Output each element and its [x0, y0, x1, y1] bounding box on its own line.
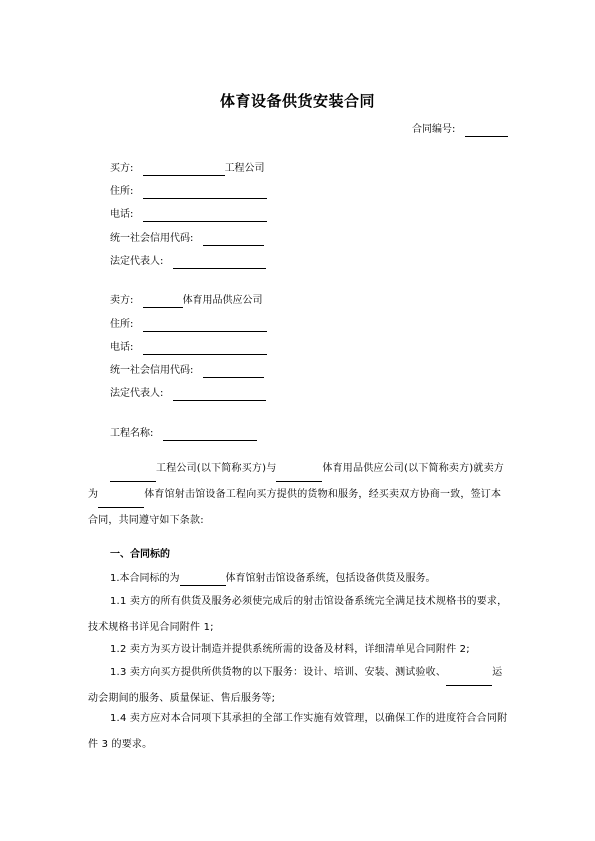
- buyer-credit-code-row: [110, 232, 264, 246]
- project-name-label: 工程名称:: [110, 428, 154, 439]
- intro-part1: 工程公司(以下简称买方)与: [156, 463, 277, 474]
- project-name-row: [110, 427, 257, 441]
- seller-address-label: 住所:: [110, 319, 134, 330]
- section1-item1-2: 1.2 卖方为买方设计制造并提供系统所需的设备及材料，详细清单见合同附件 2;: [110, 644, 470, 655]
- document-title: 体育设备供货安装合同: [219, 92, 375, 110]
- seller-phone-label: 电话:: [110, 342, 134, 353]
- buyer-phone-label: 电话:: [110, 209, 134, 220]
- buyer-label: 买方:: [110, 163, 134, 174]
- section1-item1-3: [88, 660, 508, 712]
- buyer-phone-row: [110, 208, 267, 222]
- section1-item1-1: 1.1 卖方的所有供货及服务必须使完成后的射击馆设备系统完全满足技术规格书的要求，技术规格书详见合同附件 1;: [88, 596, 508, 633]
- section1-item1-3-b: 运动会期间的服务、质量保证、售后服务等;: [88, 667, 503, 704]
- section1-item1: [110, 572, 436, 586]
- seller-address-blank: [143, 320, 267, 332]
- intro-part2: 体育用品供应公司(以下简称卖方)就卖方为: [88, 463, 505, 500]
- buyer-legal-rep-blank: [173, 257, 266, 269]
- contract-number-blank: [465, 125, 508, 137]
- seller-legal-rep-label: 法定代表人:: [110, 388, 164, 399]
- seller-legal-rep-row: [110, 387, 266, 401]
- buyer-phone-blank: [143, 210, 267, 222]
- section1-item1-3-a: 1.3 卖方向买方提供所供货物的以下服务：设计、培训、安装、测试验收、: [110, 667, 447, 678]
- seller-phone-blank: [143, 343, 267, 355]
- buyer-company-suffix: 工程公司: [224, 163, 265, 174]
- seller-name-blank: [143, 296, 183, 308]
- buyer-credit-code-label: 统一社会信用代码:: [110, 233, 194, 244]
- buyer-address-label: 住所:: [110, 186, 134, 197]
- contract-number-row: [412, 123, 508, 137]
- section1-item1-b: 体育馆射击馆设备系统，包括设备供货及服务。: [225, 573, 436, 584]
- seller-address-row: [110, 318, 267, 332]
- seller-phone-row: [110, 341, 267, 355]
- section1-item1-4: 1.4 卖方应对本合同项下其承担的全部工作实施有效管理，以确保工作的进度符合合同附件 3 的要求。: [88, 713, 508, 750]
- buyer-name-row: [110, 162, 265, 176]
- buyer-legal-rep-label: 法定代表人:: [110, 256, 164, 267]
- intro-project-blank: [98, 495, 144, 508]
- buyer-address-blank: [143, 187, 267, 199]
- buyer-address-row: [110, 185, 267, 199]
- intro-paragraph: [88, 456, 508, 534]
- section1-item1-blank: [180, 574, 226, 586]
- seller-label: 卖方:: [110, 295, 134, 306]
- buyer-legal-rep-row: [110, 255, 266, 269]
- intro-seller-blank: [276, 469, 322, 482]
- project-name-blank: [163, 429, 257, 441]
- contract-number-label: 合同编号:: [412, 124, 456, 135]
- seller-credit-code-blank: [203, 366, 264, 378]
- section1-item1-a: 1.本合同标的为: [110, 573, 180, 584]
- intro-part3: 体育馆射击馆设备工程向买方提供的货物和服务，经买卖双方协商一致，签订本合同，共同遵守如下条款:: [88, 489, 502, 526]
- seller-credit-code-label: 统一社会信用代码:: [110, 365, 194, 376]
- buyer-credit-code-blank: [203, 234, 264, 246]
- seller-credit-code-row: [110, 364, 264, 378]
- section1-item1-3-blank: [446, 673, 492, 686]
- seller-name-row: [110, 294, 263, 308]
- seller-company-suffix: 体育用品供应公司: [182, 295, 263, 306]
- intro-buyer-blank: [110, 469, 156, 482]
- section1-heading: 一、合同标的: [110, 549, 170, 560]
- buyer-name-blank: [143, 164, 225, 176]
- seller-legal-rep-blank: [173, 389, 266, 401]
